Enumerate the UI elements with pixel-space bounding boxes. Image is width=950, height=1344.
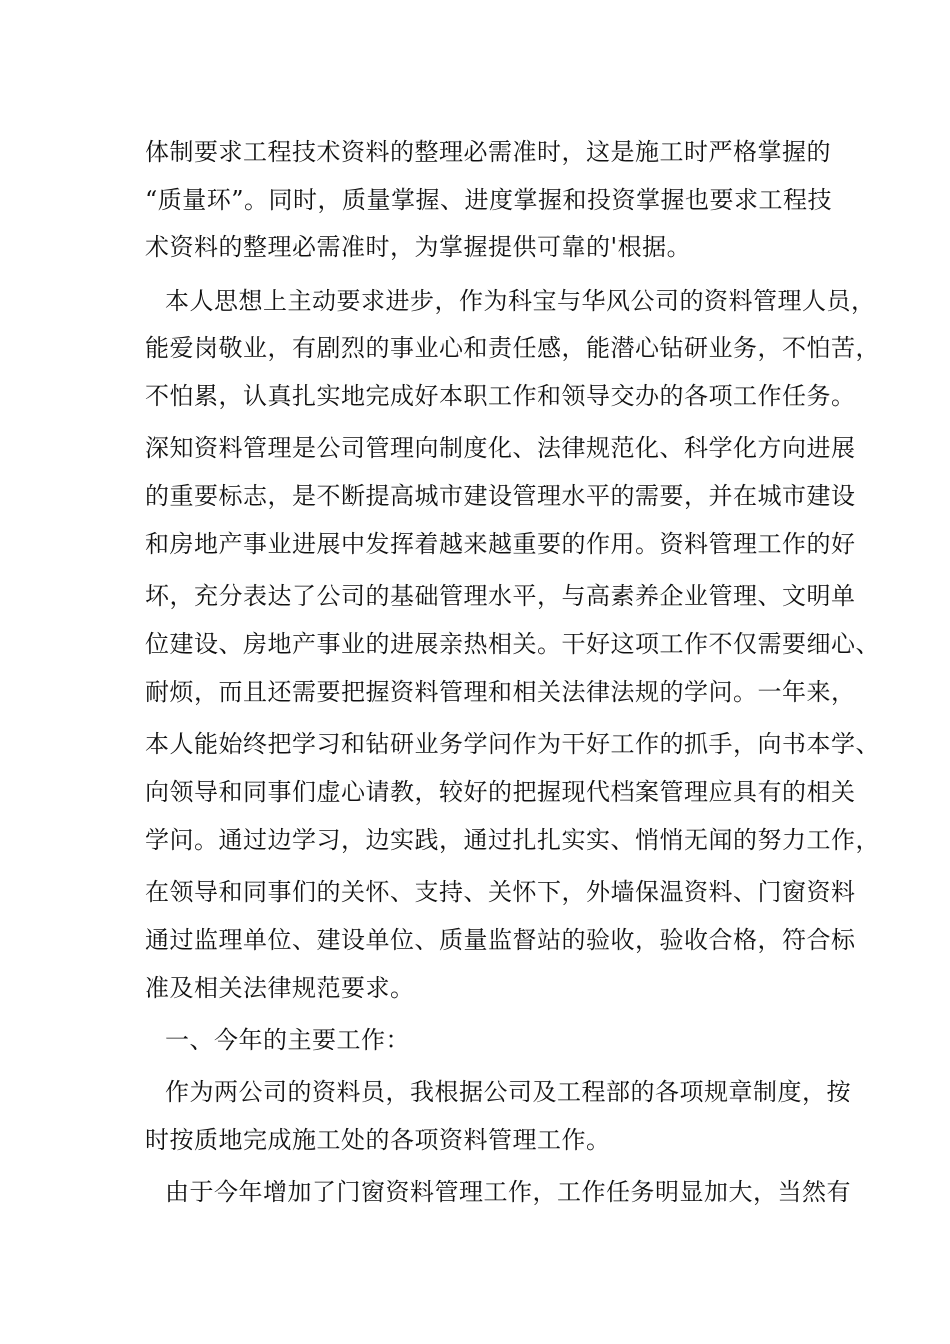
text-line-3: 术资料的整理必需准时，为掌握提供可靠的'根据。 bbox=[145, 233, 692, 261]
text-line-7: 深知资料管理是公司管理向制度化、法律规范化、科学化方向进展 bbox=[145, 434, 856, 462]
text-line-11: 位建设、房地产事业的进展亲热相关。干好这项工作不仅需要细心、 bbox=[145, 630, 880, 658]
text-line-15: 学问。通过边学习，边实践，通过扎扎实实、悄悄无闻的努力工作， bbox=[145, 826, 880, 854]
text-line-17: 通过监理单位、建设单位、质量监督站的验收，验收合格，符合标 bbox=[145, 926, 856, 954]
text-line-2: “质量环”。同时，质量掌握、进度掌握和投资掌握也要求工程技 bbox=[145, 186, 833, 214]
text-line-8: 的重要标志，是不断提高城市建设管理水平的需要，并在城市建设 bbox=[145, 482, 856, 510]
text-line-14: 向领导和同事们虚心请教，较好的把握现代档案管理应具有的相关 bbox=[145, 778, 856, 806]
text-line-5: 能爱岗敬业，有剧烈的事业心和责任感，能潜心钻研业务，不怕苦， bbox=[145, 334, 880, 362]
paragraph-start-line: 本人思想上主动要求进步，作为科宝与华风公司的资料管理人员， bbox=[165, 287, 876, 315]
text-line-13: 本人能始终把学习和钻研业务学问作为干好工作的抓手，向书本学、 bbox=[145, 730, 880, 758]
text-line-1: 体制要求工程技术资料的整理必需准时，这是施工时严格掌握的 bbox=[145, 138, 831, 166]
text-line-10: 坏，充分表达了公司的基础管理水平，与高素养企业管理、文明单 bbox=[145, 582, 856, 610]
text-line-20: 作为两公司的资料员，我根据公司及工程部的各项规章制度，按 bbox=[165, 1078, 851, 1106]
text-line-18: 准及相关法律规范要求。 bbox=[145, 974, 415, 1002]
text-line-21: 时按质地完成施工处的各项资料管理工作。 bbox=[145, 1126, 611, 1154]
text-line-12: 耐烦，而且还需要把握资料管理和相关法律法规的学问。一年来， bbox=[145, 678, 856, 706]
text-line-6: 不怕累，认真扎实地完成好本职工作和领导交办的各项工作任务。 bbox=[145, 382, 856, 410]
section-heading: 一、今年的主要工作： bbox=[165, 1026, 410, 1054]
text-line-22: 由于今年增加了门窗资料管理工作，工作任务明显加大，当然有 bbox=[165, 1178, 851, 1206]
text-line-9: 和房地产事业进展中发挥着越来越重要的作用。资料管理工作的好 bbox=[145, 530, 856, 558]
text-line-16: 在领导和同事们的关怀、支持、关怀下，外墙保温资料、门窗资料 bbox=[145, 878, 856, 906]
